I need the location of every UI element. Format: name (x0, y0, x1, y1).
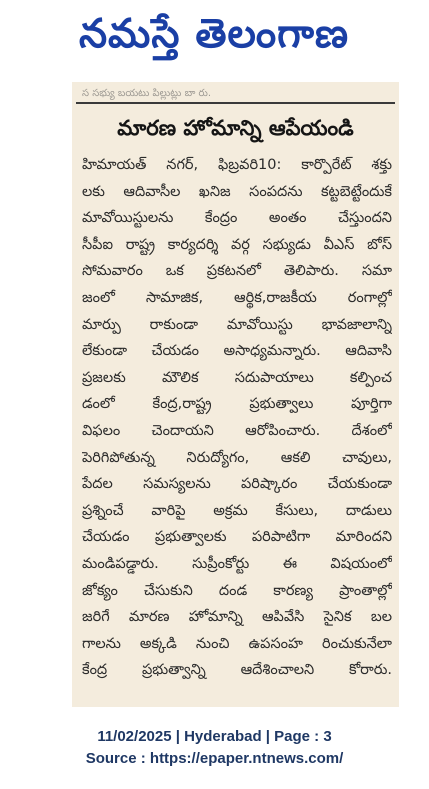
article-body-line: జరిగే మారణ హోమాన్ని ఆపివేసి సైనిక బల (82, 609, 392, 626)
article-body-line: సీపీఐ రాష్ట్ర కార్యదర్శి వర్గ సభ్యుడు వీఎస్ బోస్ (82, 236, 392, 253)
article-clipping (72, 82, 399, 707)
article-body-line: హిమాయత్ నగర్, ఫిబ్రవరి10: కార్పొరేట్ శక్తు (82, 157, 392, 173)
article-body-line: ప్రశ్నించే వారిపై అక్రమ కేసులు, దాడులు (82, 502, 392, 519)
article-body-line: మావోయిస్టులను కేంద్రం అంతం చేస్తుందని (82, 210, 392, 227)
publication-info: 11/02/2025 | Hyderabad | Page : 3 (97, 728, 332, 745)
article-body-line: మార్పు రాకుండా మావోయిస్టు భావజాలాన్ని (82, 316, 392, 333)
article-body-line: లేకుండా చేయడం అసాధ్యమన్నారు. ఆదివాసి (82, 343, 392, 360)
article-body-line: జోక్యం చేసుకుని దండ కారణ్య ప్రాంతాల్లో (82, 582, 392, 599)
article-body-line: గాలను అక్కడి నుంచి ఉపసంహ రించుకునేలా (82, 635, 392, 652)
article-headline: మారణ హోమాన్ని ఆపేయండి (117, 116, 354, 140)
cropped-previous-text: స సభ్యు బయటు పిల్లుట్లు బా రు. (82, 88, 212, 99)
article-body-line: విఫలం చెందాయని ఆరోపించారు. దేశంలో (82, 422, 392, 439)
article-body-line: డంలో కేంద్ర,రాష్ట్ర ప్రభుత్వాలు పూర్తిగా (82, 396, 392, 413)
article-body-line: సోమవారం ఒక ప్రకటనలో తెలిపారు. సమా (82, 263, 392, 280)
article-body-line: పెరిగిపోతున్న నిరుద్యోగం, ఆకలి చావులు, (82, 449, 392, 466)
article-body-line: లకు ఆదివాసీల ఖనిజ సంపదను కట్టబెట్టేందుకే (82, 183, 392, 200)
article-body-line: ప్రజలకు మౌలిక సదుపాయాలు కల్పించ (82, 369, 392, 386)
article-body-line: పేదల సమస్యలను పరిష్కారం చేయకుండా (82, 476, 392, 493)
newspaper-masthead: నమస్తే తెలంగాణ (78, 11, 350, 57)
article-body (82, 152, 392, 700)
source-url: Source : https://epaper.ntnews.com/ (85, 750, 344, 767)
headline-divider (76, 102, 395, 104)
article-body-line: మండిపడ్డారు. సుప్రీంకోర్టు ఈ విషయంలో (82, 555, 392, 572)
article-body-line: కేంద్ర ప్రభుత్వాన్ని ఆదేశించాలని కోరారు. (82, 662, 392, 679)
article-body-line: చేయడం ప్రభుత్వాలకు పరిపాటిగా మారిందని (82, 529, 392, 546)
article-body-line: జంలో సామాజిక, ఆర్థిక,రాజకీయ రంగాల్లో (82, 289, 392, 306)
source-caption (0, 726, 429, 770)
